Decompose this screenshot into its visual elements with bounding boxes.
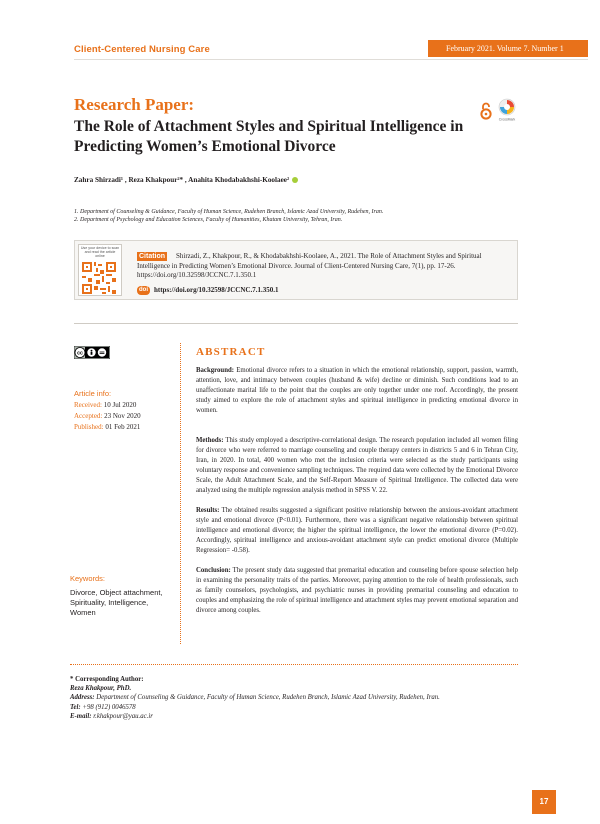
header-rule bbox=[74, 59, 588, 60]
received-value: 10 Jul 2020 bbox=[103, 401, 137, 409]
abstract-results bbox=[196, 506, 518, 556]
open-access-icon[interactable] bbox=[479, 102, 493, 120]
address-value: Department of Counseling & Guidance, Faculty of Human Science, Rudehen Branch, Islamic Azad University, Rudehen, Iran. bbox=[96, 694, 440, 702]
qr-code[interactable] bbox=[82, 262, 116, 294]
svg-text:cc: cc bbox=[77, 350, 83, 357]
published-label: Published: bbox=[74, 423, 104, 431]
tel-label: Tel: bbox=[70, 703, 81, 711]
address-label: Address: bbox=[70, 694, 95, 702]
published-value: 01 Feb 2021 bbox=[105, 423, 141, 431]
page-number: 17 bbox=[532, 790, 556, 814]
crossmark-icon[interactable] bbox=[497, 98, 517, 122]
affiliation-2: 2. Department of Psychology and Education Sciences, Faculty of Humanities, Khatam University, Tehran, Iran. bbox=[74, 217, 343, 223]
tel-value: +98 (912) 0046578 bbox=[82, 703, 136, 711]
results-body: The obtained results suggested a significant positive relationship between the anxious-avoidant attachment style and emotional divorce (P<0.01). Furthermore, there was a significant negative relationship between spiritual intelligence and emotional divorce; the higher the spiritual intelligence, the lower the emotional divorce (P=0.02). Accordingly, spiritual intelligence and anxious-avoidant attachment style can predict emotional divorce (Multiple Regression= -0.58). bbox=[196, 507, 518, 554]
author-list bbox=[74, 176, 298, 184]
received-date bbox=[74, 401, 136, 409]
qr-caption: Use your device to scan and read the article online bbox=[80, 246, 120, 259]
background-head: Background: bbox=[196, 367, 235, 374]
footnote-divider bbox=[70, 664, 518, 665]
email-label: E-mail: bbox=[70, 712, 92, 720]
journal-name: Client-Centered Nursing Care bbox=[74, 44, 210, 55]
results-head: Results: bbox=[196, 507, 220, 514]
doi-icon: doi bbox=[139, 287, 148, 293]
methods-body: This study employed a descriptive-correlational design. The research population included all women filing for divorce who were referred to marriage counseling and couple therapy centers in districts 5 and 6 in Tehran City, Iran, in 2020. In total, 400 women who met the inclusion criteria were selected as the study participants using voluntary response and convenience sampling techniques. The required data were collected by the Emotional Divorce Scale, the Adult Attachment Scale, and the Self-Report Measure of Spiritual Intelligence. The collected data were analyzed using the multiple regression analysis method in SPSS V. 22. bbox=[196, 437, 518, 494]
corr-heading: * Corresponding Author: bbox=[70, 676, 144, 683]
column-divider bbox=[180, 343, 181, 644]
paper-type: Research Paper: bbox=[74, 95, 195, 114]
cc-license-badge[interactable] bbox=[74, 346, 110, 359]
accepted-label: Accepted: bbox=[74, 412, 103, 420]
published-date bbox=[74, 423, 140, 431]
affiliation-1: 1. Department of Counseling & Guidance, Faculty of Human Science, Rudehen Branch, Islamic Azad University, Rudehen, Iran. bbox=[74, 209, 384, 215]
section-rule bbox=[74, 323, 518, 324]
abstract-background bbox=[196, 366, 518, 416]
abstract-heading: ABSTRACT bbox=[196, 346, 266, 358]
keywords-list: Divorce, Object attachment, Spirituality, Intelligence, Women bbox=[70, 588, 163, 618]
accepted-value: 23 Nov 2020 bbox=[104, 412, 141, 420]
article-info-heading: Article info: bbox=[74, 389, 112, 398]
issue-tab: February 2021. Volume 7. Number 1 bbox=[428, 40, 588, 57]
conclusion-body: The present study data suggested that premarital education and counseling before spouse selection help in examining the personality traits of the parties. Moreover, paying attention to the role of health professionals, such as family counselors, psychologists, and psychiatric nurses in providing premarital counseling and education to couples and emphasizing the role of spiritual intelligence and attachment styles may prevent emotional separation and divorce among couples. bbox=[196, 567, 518, 614]
corr-name: Reza Khakpour, PhD. bbox=[70, 685, 132, 693]
abstract-conclusion bbox=[196, 566, 518, 616]
citation-label: Citation bbox=[139, 253, 166, 260]
doi-link[interactable]: https://doi.org/10.32598/JCCNC.7.1.350.1 bbox=[154, 286, 279, 294]
svg-text:CrossMark: CrossMark bbox=[498, 117, 516, 122]
conclusion-head: Conclusion: bbox=[196, 567, 231, 574]
article-title: The Role of Attachment Styles and Spiritual Intelligence in Predicting Women’s Emotional Divorce bbox=[74, 118, 464, 155]
keywords-heading: Keywords: bbox=[70, 574, 106, 583]
background-body: Emotional divorce refers to a situation in which the emotional relationship, support, passion, warmth, attention, love, and intimacy between couples (husband & wife) decline or diminish. Such conditions lead to an unaffectionate marital life to the point that the couples are only together under one roof. Accordingly, the present study aimed to explore the role of attachment styles and spiritual intelligence in predicting emotional divorce in women. bbox=[196, 367, 518, 414]
methods-head: Methods: bbox=[196, 437, 224, 444]
abstract-methods bbox=[196, 436, 518, 495]
citation-text: Shirzadi, Z., Khakpour, R., & Khodabakhshi-Koolaee, A., 2021. The Role of Attachment Styles and Spiritual Intelligence in Predicting Women’s Emotional Divorce. Journal of Client-Centered Nursing Care, 7(1), pp. 17-26. https://doi.org/10.32598/JCCNC.7.1.350.1 bbox=[137, 252, 482, 280]
received-label: Received: bbox=[74, 401, 102, 409]
orcid-icon[interactable] bbox=[292, 177, 298, 183]
corresponding-author bbox=[70, 675, 518, 721]
email-value[interactable]: r.khakpour@yau.ac.ir bbox=[93, 712, 153, 720]
accepted-date bbox=[74, 412, 141, 420]
authors-text: Zahra Shirzadi¹ , Reza Khakpour²* , Anahita Khodabakhshi-Koolaee² bbox=[74, 176, 291, 184]
